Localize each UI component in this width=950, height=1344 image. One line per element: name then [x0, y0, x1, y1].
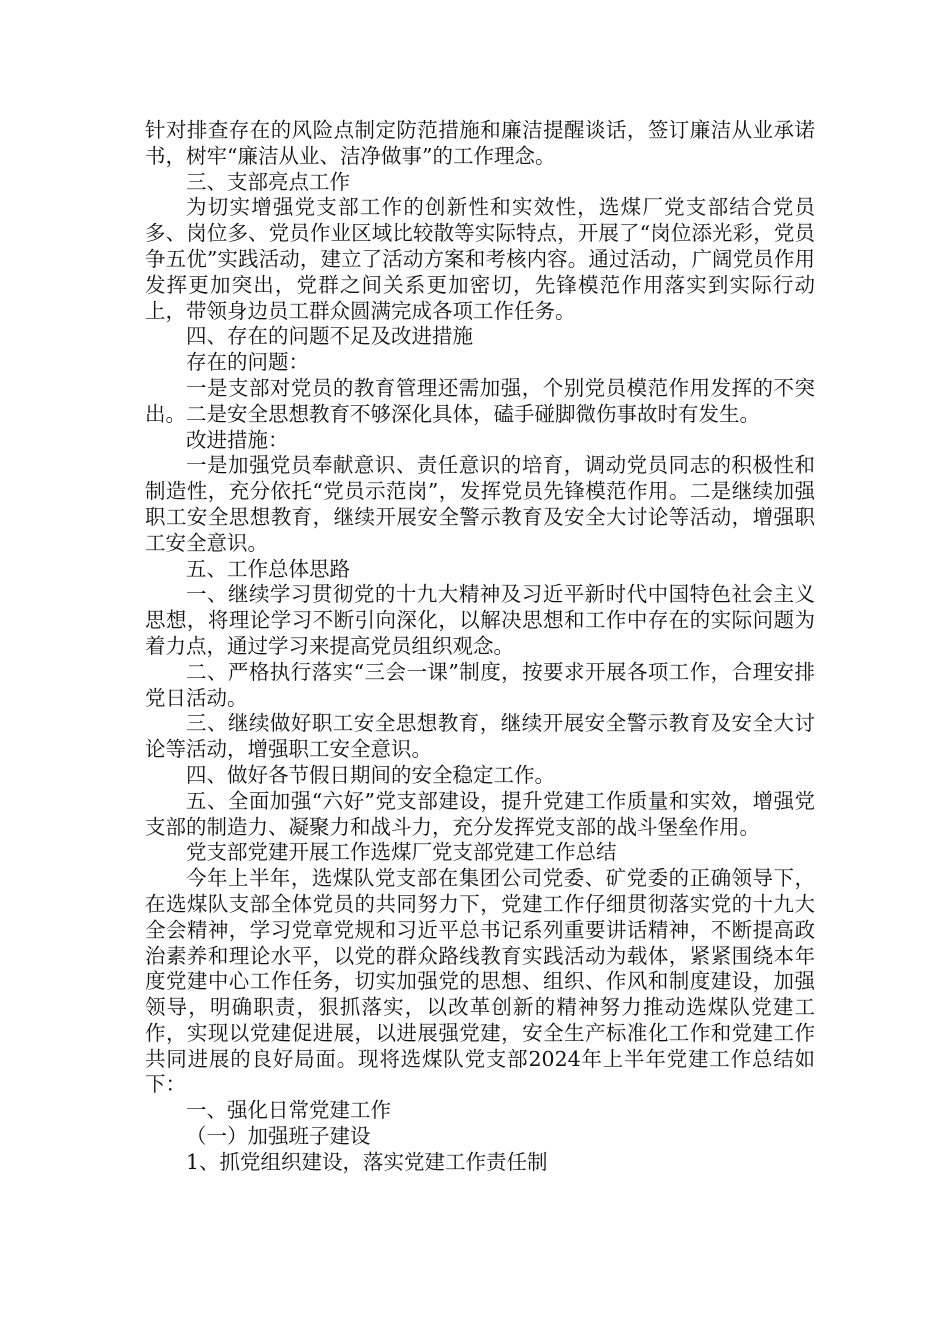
paragraph: 三、继续做好职工安全思想教育，继续开展安全警示教育及安全大讨论等活动，增强职工安全意识。	[145, 711, 815, 762]
paragraph: 针对排查存在的风险点制定防范措施和廉洁提醒谈话，签订廉洁从业承诺书，树牢“廉洁从业、洁净做事”的工作理念。	[145, 118, 815, 168]
paragraph: 二、严格执行落实“三会一课”制度，按要求开展各项工作，合理安排党日活动。	[145, 659, 815, 710]
section-heading: 一、强化日常党建工作	[186, 1098, 391, 1123]
subheading: 改进措施：	[186, 427, 289, 452]
section-heading: 四、存在的问题不足及改进措施	[186, 324, 473, 349]
subheading: （一）加强班子建设	[186, 1124, 371, 1149]
paragraph: 为切实增强党支部工作的创新性和实效性，选煤厂党支部结合党员多、岗位多、党员作业区域比较散等实际特点，开展了“岗位添光彩，党员争五优”实践活动，建立了活动方案和考核内容。通过活动，广阔党员作用发挥更加突出，党群之间关系更加密切，先锋模范作用落实到实际行动上，带领身边员工群众圆满完成各项工作任务。	[145, 195, 815, 323]
paragraph: 今年上半年，选煤队党支部在集团公司党委、矿党委的正确领导下，在选煤队支部全体党员的共同努力下，党建工作仔细贯彻落实党的十九大全会精神，学习党章党规和习近平总书记系列重要讲话精神，不断提高政治素养和理论水平，以党的群众路线教育实践活动为载体，紧紧围绕本年度党建中心工作任务，切实加强党的思想、组织、作风和制度建设，加强领导，明确职责，狠抓落实，以改革创新的精神努力推动选煤队党建工作，实现以党建促进展，以进展强党建，安全生产标准化工作和党建工作共同进展的良好局面。现将选煤队党支部2024年上半年党建工作总结如下：	[145, 866, 815, 1097]
document-title: 党支部党建开展工作选煤厂党支部党建工作总结	[186, 840, 617, 865]
subheading: 1、抓党组织建设，落实党建工作责任制	[186, 1149, 548, 1174]
document-page	[145, 118, 815, 1176]
section-heading: 五、工作总体思路	[186, 556, 350, 581]
section-heading: 三、支部亮点工作	[186, 169, 350, 194]
paragraph: 五、全面加强“六好”党支部建设，提升党建工作质量和实效，增强党支部的制造力、凝聚力和战斗力，充分发挥党支部的战斗堡垒作用。	[145, 788, 815, 839]
paragraph: 一是加强党员奉献意识、责任意识的培育，调动党员同志的积极性和制造性，充分依托“党员示范岗”，发挥党员先锋模范作用。二是继续加强职工安全思想教育，继续开展安全警示教育及安全大讨论等活动，增强职工安全意识。	[145, 453, 815, 555]
paragraph: 一是支部对党员的教育管理还需加强，个别党员模范作用发挥的不突出。二是安全思想教育不够深化具体，磕手碰脚微伤事故时有发生。	[145, 375, 815, 426]
paragraph: 四、做好各节假日期间的安全稳定工作。	[186, 762, 555, 787]
subheading: 存在的问题：	[186, 350, 309, 375]
paragraph: 一、继续学习贯彻党的十九大精神及习近平新时代中国特色社会主义思想，将理论学习不断引向深化，以解决思想和工作中存在的实际问题为着力点，通过学习来提高党员组织观念。	[145, 582, 815, 658]
